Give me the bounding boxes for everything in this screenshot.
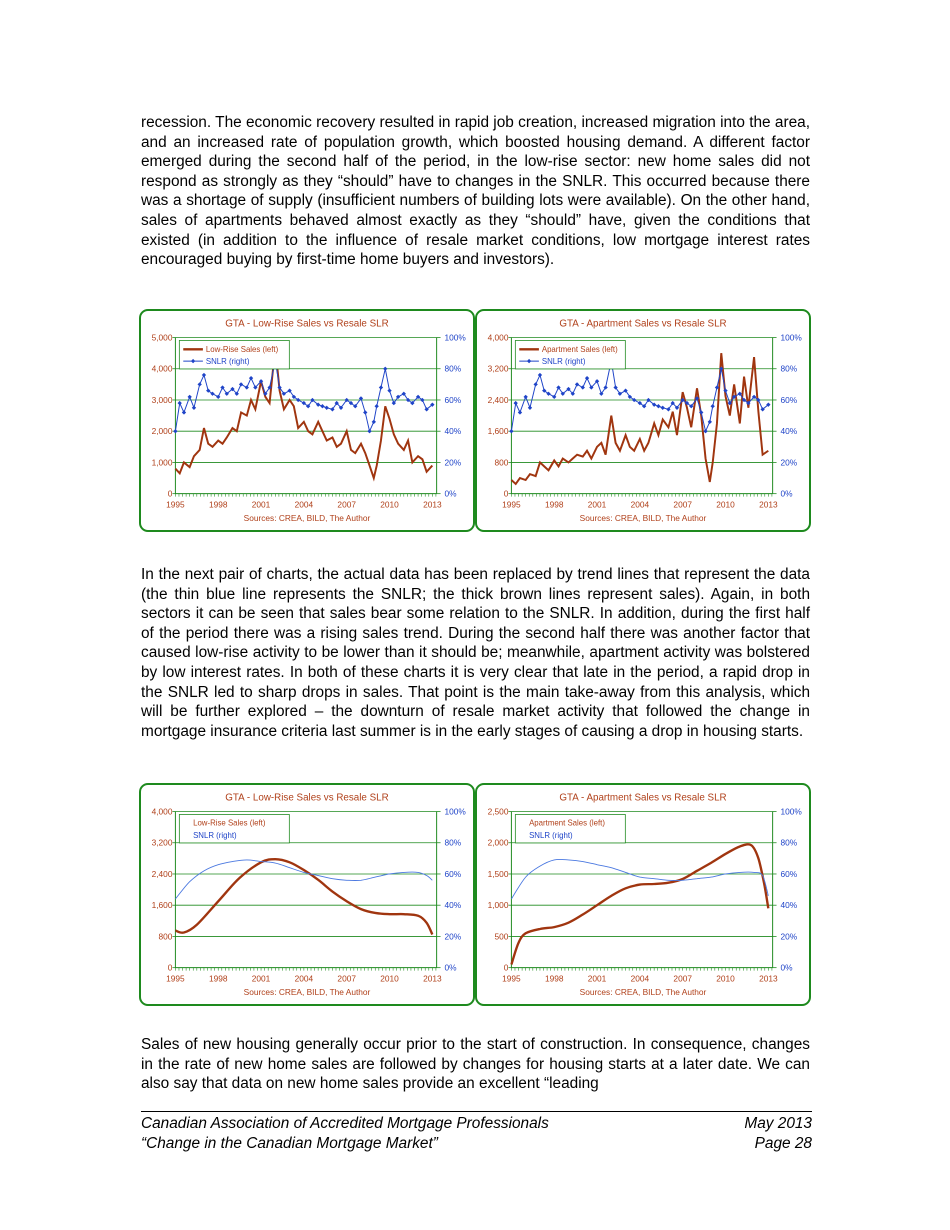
- right-tick-label: 20%: [780, 457, 798, 468]
- x-tick-label: 1995: [166, 973, 185, 984]
- x-tick-label: 1995: [502, 499, 521, 510]
- snlr-point: [656, 404, 660, 408]
- right-tick-label: 100%: [780, 806, 802, 817]
- left-tick-label: 0: [167, 962, 173, 973]
- snlr-point: [192, 406, 196, 410]
- snlr-point: [379, 385, 383, 389]
- snlr-point: [708, 420, 712, 424]
- snlr-point: [703, 429, 707, 433]
- chart-title: GTA - Apartment Sales vs Resale SLR: [559, 318, 727, 330]
- legend-sales-label: Apartment Sales (left): [541, 345, 618, 355]
- x-tick-label: 1998: [544, 499, 564, 510]
- x-tick-label: 1998: [208, 973, 228, 984]
- x-tick-label: 2004: [294, 973, 314, 984]
- legend-sales-label: Low-Rise Sales (left): [205, 345, 279, 355]
- paragraph-2: In the next pair of charts, the actual data has been replaced by trend lines that represent the data (the thin blue line represents the SNLR; the thick brown lines represent sales). Again, in both sectors it can be seen that sales bear some relation to the SNLR. In addition, during the first half of the period there was a rising sales trend. During the second half there was another factor that caused low-rise activity to be lower than it should be; meanwhile, apartment activity was bolstered by low interest rates. In both of these charts it is very clear that late in the period, a rapid drop in the SNLR led to sharp drops in sales. That point is the main take-away from this analysis, which will be further explored – the downturn of resale market activity that followed the change in mortgage insurance criteria last summer is in the early stages of causing a drop in housing starts.: [141, 566, 810, 740]
- snlr-point: [383, 367, 387, 371]
- x-tick-label: 1995: [502, 973, 521, 984]
- left-tick-label: 500: [494, 931, 509, 942]
- right-tick-label: 60%: [780, 394, 798, 405]
- x-tick-label: 2007: [337, 499, 356, 510]
- snlr-point: [581, 385, 585, 389]
- snlr-point: [661, 406, 665, 410]
- left-tick-label: 2,400: [151, 868, 173, 879]
- left-tick-label: 4,000: [151, 806, 173, 817]
- x-tick-label: 2007: [673, 973, 692, 984]
- left-tick-label: 3,200: [151, 837, 173, 848]
- snlr-point: [372, 420, 376, 424]
- snlr-line: [511, 361, 768, 431]
- right-tick-label: 0%: [780, 488, 793, 499]
- chart-lowrise-trend-svg: [141, 785, 473, 1004]
- left-tick-label: 1,600: [487, 426, 509, 437]
- chart-legend: [179, 814, 289, 842]
- right-tick-label: 40%: [780, 900, 798, 911]
- x-tick-label: 2004: [630, 973, 650, 984]
- left-tick-label: 4,000: [487, 332, 509, 343]
- snlr-point: [178, 401, 182, 405]
- right-tick-label: 20%: [444, 931, 462, 942]
- snlr-point: [239, 382, 243, 386]
- x-tick-label: 1995: [166, 499, 185, 510]
- snlr-point: [249, 376, 253, 380]
- x-tick-label: 2013: [423, 973, 442, 984]
- x-tick-label: 2001: [251, 499, 271, 510]
- x-tick-label: 2001: [251, 973, 271, 984]
- chart-lowrise-trend: [139, 783, 475, 1006]
- snlr-trend-line: [511, 859, 768, 899]
- footer-report: “Change in the Canadian Mortgage Market”: [141, 1134, 438, 1152]
- snlr-point: [198, 382, 202, 386]
- x-tick-label: 2001: [587, 499, 607, 510]
- x-tick-label: 2010: [716, 973, 735, 984]
- snlr-point: [216, 395, 220, 399]
- snlr-point: [363, 410, 367, 414]
- snlr-point: [375, 404, 379, 408]
- chart-title: GTA - Low-Rise Sales vs Resale SLR: [225, 318, 389, 330]
- left-tick-label: 5,000: [151, 332, 173, 343]
- right-tick-label: 60%: [444, 394, 462, 405]
- chart-lowrise-actual: [139, 309, 475, 532]
- left-tick-label: 1,000: [487, 900, 509, 911]
- snlr-trend-line: [175, 860, 432, 899]
- right-tick-label: 80%: [780, 837, 798, 848]
- snlr-point: [387, 388, 391, 392]
- snlr-point: [367, 429, 371, 433]
- snlr-point: [524, 395, 528, 399]
- x-tick-label: 2010: [716, 499, 735, 510]
- snlr-point: [552, 395, 556, 399]
- x-tick-label: 2013: [759, 973, 778, 984]
- snlr-point: [182, 410, 186, 414]
- snlr-point: [575, 382, 579, 386]
- sales-line: [511, 353, 768, 484]
- chart-legend: [515, 340, 625, 368]
- right-tick-label: 100%: [444, 806, 466, 817]
- snlr-point: [173, 429, 177, 433]
- left-tick-label: 1,000: [151, 457, 173, 468]
- chart-apartment-actual: [475, 309, 811, 532]
- footer-org: Canadian Association of Accredited Mortgage Professionals: [141, 1115, 549, 1132]
- snlr-point: [202, 373, 206, 377]
- snlr-point: [528, 406, 532, 410]
- right-tick-label: 40%: [780, 426, 798, 437]
- x-tick-label: 2010: [380, 973, 399, 984]
- chart-title: GTA - Low-Rise Sales vs Resale SLR: [225, 792, 389, 804]
- chart-legend: [515, 814, 625, 842]
- left-tick-label: 800: [158, 931, 173, 942]
- sales-trend-line: [175, 859, 432, 934]
- right-tick-label: 40%: [444, 426, 462, 437]
- left-tick-label: 2,400: [487, 394, 509, 405]
- legend-snlr-label: SNLR (right): [541, 357, 586, 367]
- snlr-point: [188, 395, 192, 399]
- snlr-point: [585, 376, 589, 380]
- x-tick-label: 2001: [587, 973, 607, 984]
- chart-source: Sources: CREA, BILD, The Author: [243, 987, 371, 998]
- legend-snlr-label: SNLR (right): [529, 831, 573, 841]
- legend-sales-label: Apartment Sales (left): [529, 818, 605, 828]
- x-tick-label: 2010: [380, 499, 399, 510]
- chart-apartment-trend-svg: [477, 785, 809, 1004]
- left-tick-label: 1,600: [151, 900, 173, 911]
- page-footer: [141, 1111, 812, 1153]
- chart-apartment-actual-svg: [477, 311, 809, 530]
- right-tick-label: 80%: [780, 363, 798, 374]
- snlr-point: [325, 406, 329, 410]
- snlr-point: [509, 429, 513, 433]
- chart-source: Sources: CREA, BILD, The Author: [579, 513, 707, 524]
- footer-page: Page 28: [754, 1134, 812, 1152]
- right-tick-label: 60%: [444, 868, 462, 879]
- chart-lowrise-actual-svg: [141, 311, 473, 530]
- legend-snlr-label: SNLR (right): [205, 357, 250, 367]
- snlr-point: [518, 410, 522, 414]
- paragraph-3: Sales of new housing generally occur prior to the start of construction. In consequence, changes in the rate of new home sales are followed by changes for housing starts at a later date. We can also say that data on new home sales provide an excellent “leading: [141, 1036, 810, 1093]
- chart-apartment-trend: [475, 783, 811, 1006]
- snlr-point: [538, 373, 542, 377]
- left-tick-label: 2,000: [151, 426, 173, 437]
- snlr-point: [514, 401, 518, 405]
- left-tick-label: 0: [167, 488, 173, 499]
- x-tick-label: 1998: [544, 973, 564, 984]
- right-tick-label: 80%: [444, 837, 462, 848]
- left-tick-label: 800: [494, 457, 509, 468]
- paragraph-1: recession. The economic recovery resulted in rapid job creation, increased migration into the area, and an increased rate of population growth, which boosted housing demand. A different factor emerged during the second half of the period, in the low-rise sector: new home sales did not respond as strongly as they “should” have to changes in the SNLR. This occurred because there was a shortage of supply (insufficient numbers of building lots were available). On the other hand, sales of apartments behaved almost exactly as they “should” have, given the conditions that existed (in addition to the influence of resale market conditions, low mortgage interest rates encouraged buying by first-time home buyers and investors).: [141, 114, 810, 269]
- snlr-point: [534, 382, 538, 386]
- left-tick-label: 0: [503, 488, 509, 499]
- left-tick-label: 0: [503, 962, 509, 973]
- snlr-point: [320, 404, 324, 408]
- left-tick-label: 4,000: [151, 363, 173, 374]
- chart-title: GTA - Apartment Sales vs Resale SLR: [559, 792, 727, 804]
- right-tick-label: 100%: [780, 332, 802, 343]
- right-tick-label: 60%: [780, 868, 798, 879]
- left-tick-label: 3,200: [487, 363, 509, 374]
- x-tick-label: 1998: [208, 499, 228, 510]
- chart-legend: [179, 340, 289, 368]
- right-tick-label: 20%: [780, 931, 798, 942]
- legend-snlr-label: SNLR (right): [193, 831, 237, 841]
- right-tick-label: 40%: [444, 900, 462, 911]
- right-tick-label: 20%: [444, 457, 462, 468]
- x-tick-label: 2013: [423, 499, 442, 510]
- x-tick-label: 2007: [673, 499, 692, 510]
- right-tick-label: 100%: [444, 332, 466, 343]
- snlr-point: [245, 385, 249, 389]
- x-tick-label: 2007: [337, 973, 356, 984]
- x-tick-label: 2004: [630, 499, 650, 510]
- snlr-point: [711, 404, 715, 408]
- chart-source: Sources: CREA, BILD, The Author: [243, 513, 371, 524]
- right-tick-label: 0%: [444, 488, 457, 499]
- left-tick-label: 1,500: [487, 868, 509, 879]
- left-tick-label: 2,000: [487, 837, 509, 848]
- left-tick-label: 3,000: [151, 394, 173, 405]
- chart-source: Sources: CREA, BILD, The Author: [579, 987, 707, 998]
- left-tick-label: 2,500: [487, 806, 509, 817]
- footer-date: May 2013: [744, 1115, 812, 1132]
- right-tick-label: 80%: [444, 363, 462, 374]
- legend-sales-label: Low-Rise Sales (left): [193, 818, 266, 828]
- right-tick-label: 0%: [780, 962, 793, 973]
- sales-trend-line: [511, 844, 768, 964]
- x-tick-label: 2004: [294, 499, 314, 510]
- right-tick-label: 0%: [444, 962, 457, 973]
- x-tick-label: 2013: [759, 499, 778, 510]
